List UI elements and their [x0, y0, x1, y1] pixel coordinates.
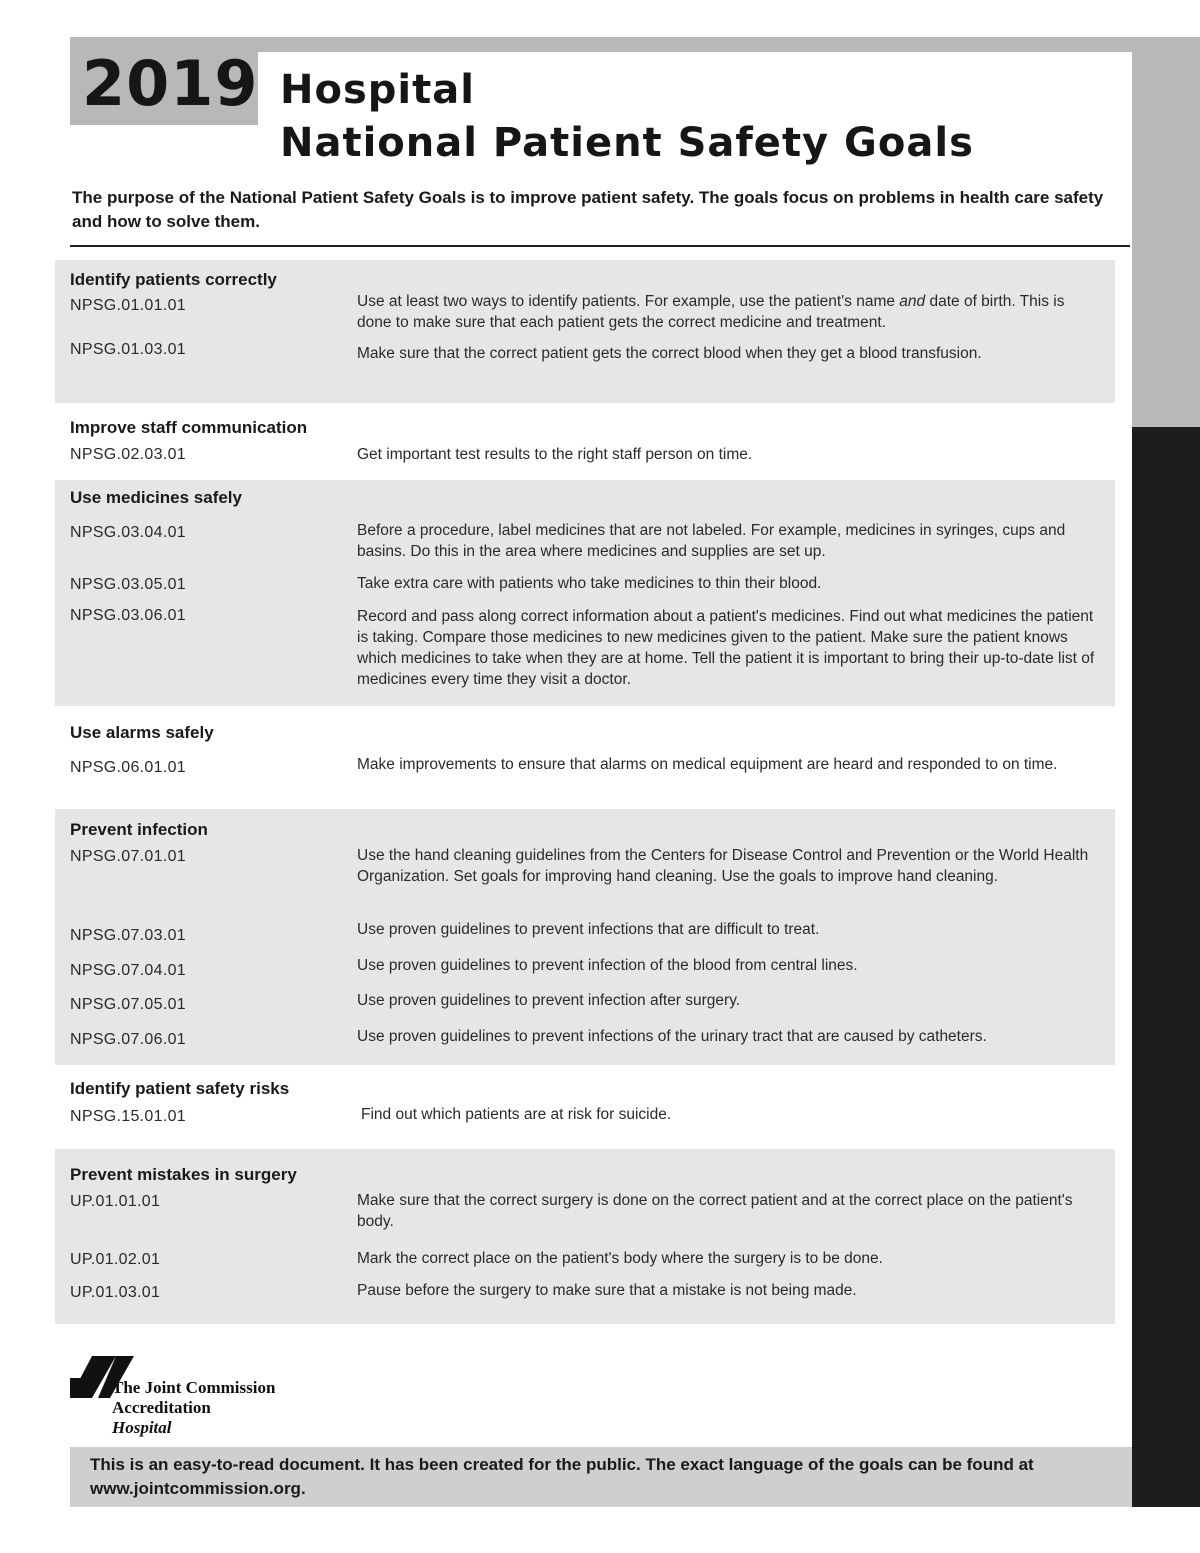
logo-line1: The Joint Commission	[112, 1378, 276, 1397]
side-bar-light	[1132, 37, 1200, 427]
section-surgery	[55, 1149, 1115, 1324]
goal-code: UP.01.01.01	[70, 1193, 161, 1210]
goal-code: NPSG.03.05.01	[70, 576, 186, 593]
goal-code: NPSG.07.03.01	[70, 927, 186, 944]
section-staff-communication	[55, 406, 1115, 476]
goal-text: Get important test results to the right staff person on time.	[357, 446, 753, 463]
section-title: Prevent mistakes in surgery	[70, 1165, 297, 1184]
section-title: Use medicines safely	[70, 488, 242, 507]
goal-text: Before a procedure, label medicines that are not labeled. For example, medicines in syringes, cups and basins. Do this in the area where medicines and supplies are set up.	[357, 522, 1066, 560]
section-prevent-infection	[55, 809, 1115, 1065]
section-title: Identify patients correctly	[70, 270, 277, 289]
goal-code: NPSG.07.06.01	[70, 1031, 186, 1048]
goal-code: NPSG.07.04.01	[70, 962, 186, 979]
page-title-line2: National Patient Safety Goals	[280, 120, 974, 166]
goal-text: Make sure that the correct patient gets the correct blood when they get a blood transfusion.	[357, 345, 982, 362]
goal-text: Take extra care with patients who take medicines to thin their blood.	[357, 575, 822, 592]
goal-code: NPSG.06.01.01	[70, 759, 186, 776]
section-safety-risks	[55, 1068, 1115, 1146]
side-bar-dark	[1132, 427, 1200, 1507]
goal-code: NPSG.15.01.01	[70, 1108, 186, 1125]
goal-text: Pause before the surgery to make sure that a mistake is not being made.	[357, 1282, 857, 1299]
goal-code: NPSG.01.01.01	[70, 297, 186, 314]
section-identify-patients	[55, 260, 1115, 403]
header-divider	[70, 245, 1130, 247]
goal-code: NPSG.01.03.01	[70, 341, 186, 358]
section-title: Identify patient safety risks	[70, 1079, 290, 1098]
footer-text: This is an easy-to-read document. It has been created for the public. The exact language of the goals can be found at www.jointcommission.org.	[90, 1455, 1034, 1498]
page-title-line1: Hospital	[280, 67, 475, 113]
year-label: 2019	[82, 47, 259, 120]
goal-text: Mark the correct place on the patient's body where the surgery is to be done.	[357, 1250, 883, 1267]
logo-line3: Hospital	[112, 1418, 172, 1437]
goal-text: Use proven guidelines to prevent infections of the urinary tract that are caused by catheters.	[357, 1028, 987, 1045]
goal-text: Use the hand cleaning guidelines from the Centers for Disease Control and Prevention or the World Health Organization. Set goals for improving hand cleaning. Use the goals to improve hand cleaning.	[357, 847, 1089, 885]
goal-text: Use proven guidelines to prevent infection after surgery.	[357, 992, 741, 1009]
section-medicines	[55, 480, 1115, 706]
section-alarms	[55, 710, 1115, 806]
goal-text: Use at least two ways to identify patients. For example, use the patient's name and date of birth. This is done to make sure that each patient gets the correct medicine and treatment.	[357, 293, 1065, 331]
goal-code: NPSG.07.05.01	[70, 996, 186, 1013]
intro-paragraph: The purpose of the National Patient Safety Goals is to improve patient safety. The goals focus on problems in health care safety and how to solve them.	[72, 188, 1104, 231]
goal-text: Make sure that the correct surgery is done on the correct patient and at the correct place on the patient's body.	[357, 1192, 1073, 1230]
goal-code: NPSG.03.04.01	[70, 524, 186, 541]
goal-text: Use proven guidelines to prevent infection of the blood from central lines.	[357, 957, 858, 974]
goal-code: NPSG.07.01.01	[70, 848, 186, 865]
logo-line2: Accreditation	[112, 1398, 211, 1417]
section-title: Prevent infection	[70, 820, 208, 839]
goal-text: Record and pass along correct information about a patient's medicines. Find out what medicines the patient is taking. Compare those medicines to new medicines given to the patient. Make sure the patient knows which medicines to take when they are at home. Tell the patient it is important to bring their up-to-date list of medicines every time they visit a doctor.	[357, 608, 1095, 688]
section-title: Improve staff communication	[70, 418, 308, 437]
section-title: Use alarms safely	[70, 723, 214, 742]
goal-code: NPSG.03.06.01	[70, 607, 186, 624]
goal-code: UP.01.03.01	[70, 1284, 161, 1301]
goal-code: NPSG.02.03.01	[70, 446, 186, 463]
goal-text: Use proven guidelines to prevent infections that are difficult to treat.	[357, 921, 820, 938]
goal-text: Make improvements to ensure that alarms on medical equipment are heard and responded to on time.	[357, 756, 1058, 773]
goal-code: UP.01.02.01	[70, 1251, 161, 1268]
goal-text: Find out which patients are at risk for suicide.	[361, 1106, 672, 1123]
